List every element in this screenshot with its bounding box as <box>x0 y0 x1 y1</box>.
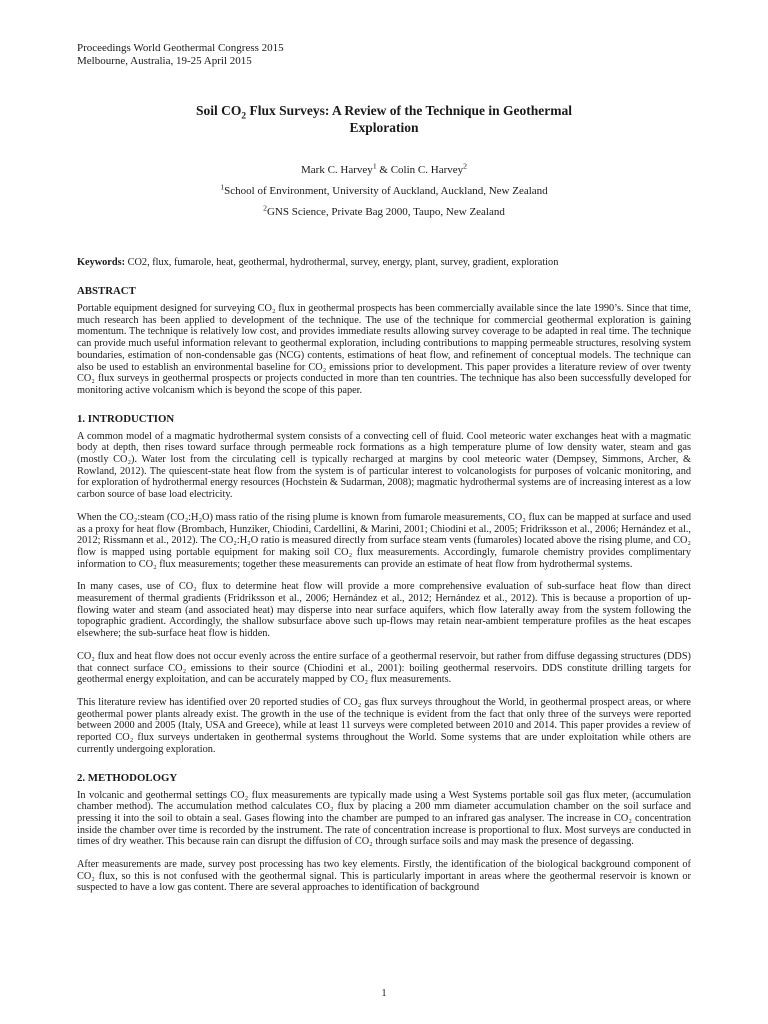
intro-paragraph-2: When the CO₂:steam (CO₂:H₂O) mass ratio of the rising plume is known from fumarole measurements, CO₂ flux can be mapped at surface and used as a proxy for heat flow (Brombach, Hunziker, Chiodini, Cardellini, & Marini, 2001; Chiodini et al., 2005; Fridriksson et al., 2006; Hernández et al., 2012; Rissmann et al., 2012). The CO₂:H₂O ratio is measured directly from surface steam vents (fumaroles) located above the rising plume, and CO₂ flow is mapped using portable equipment for making soil CO₂ flux measurements. Accordingly, fumarole chemistry provides complimentary information to CO₂ flux measurements; together these measurements can provide an estimate of heat flow from hydrothermal systems. <box>77 511 691 570</box>
title-line-2: Exploration <box>349 120 419 135</box>
author-1: Mark C. Harvey <box>301 164 373 176</box>
keywords <box>77 257 691 269</box>
conference-name: Proceedings World Geothermal Congress 2015 <box>77 42 284 54</box>
intro-paragraph-3: In many cases, use of CO₂ flux to determine heat flow will provide a more comprehensive evaluation of sub-surface heat flow than direct measurement of thermal gradients (Fridriksson et al., 2006; Hernández et al., 2012; Hernández et al., 2012). This is because a proportion of up-flowing water and steam (and associated heat) may disperse into near surface aquifers, which flow laterally away from the system following the topographic gradient. Accordingly, the shallow subsurface above such up-flows may retain near-ambient temperature profiles as the heat escapes elsewhere; the sub-surface heat flow is hidden. <box>77 581 691 640</box>
title-line-1: Soil $CO_2$ Flux Surveys: A Review of the Technique in Geothermal <box>196 103 572 122</box>
abstract-heading: ABSTRACT <box>77 285 136 297</box>
keywords-label: Keywords: <box>77 257 126 268</box>
intro-paragraph-4: CO₂ flux and heat flow does not occur evenly across the entire surface of a geothermal reservoir, but rather from diffuse degassing structures (DDS) that connect surface CO₂ emissions to their source (Chiodini et al., 2001): boiling geothermal reservoirs. DDS constitute drilling targets for geothermal energy exploitation, and can be accurately mapped by CO₂ flux measurements. <box>77 650 691 686</box>
keywords-text: CO2, flux, fumarole, heat, geothermal, hydrothermal, survey, energy, plant, survey, gradient, exploration <box>125 257 559 268</box>
introduction-heading: 1. INTRODUCTION <box>77 412 175 425</box>
page-number: 1 <box>381 988 387 999</box>
affiliation-2: $^2$GNS Science, Private Bag 2000, Taupo, New Zealand <box>263 203 505 218</box>
conference-location: Melbourne, Australia, 19-25 April 2015 <box>77 55 252 67</box>
author-list: Mark C. Harvey$^1$ & Colin C. Harvey$^2$ <box>301 161 467 176</box>
paper-title <box>77 102 691 136</box>
methodology-paragraph-1: In volcanic and geothermal settings CO₂ flux measurements are typically made using a West Systems portable soil gas flux meter, (accumulation chamber method). The accumulation method calculates CO₂ flux by placing a 200 mm diameter accumulation chamber on the soil surface and pressing it into the soil to obtain a seal. Gases flowing into the chamber are pumped to an infrared gas analyser. The increase in CO₂ concentration inside the chamber over time is recorded by the instrument. The rate of concentration increase is proportional to flux. Most surveys are conducted in times of dry weather. This because rain can disrupt the diffusion of CO₂ through surface soils and may mask the presence of degassing. <box>77 789 691 848</box>
author-2: Colin C. Harvey <box>390 164 464 176</box>
methodology-heading: 2. METHODOLOGY <box>77 771 178 784</box>
affiliation-1: $^1$School of Environment, University of Auckland, Auckland, New Zealand <box>220 182 548 197</box>
proceedings-header <box>77 42 691 68</box>
abstract-paragraph: Portable equipment designed for surveying CO₂ flux in geothermal prospects has been commercially available since the late 1990’s. Since that time, much research has been applied to development of the technique. The use of the technique for commercial geothermal exploration is gaining momentum. The technique is relatively low cost, and provides immediate results allowing survey coverage to be adapted in real time. The technique can provide much useful information relevant to geothermal exploration, including contributions to mapping permeable structures, resolving system boundaries, estimation of non-condensable gas (NCG) contents, estimations of heat flow, and refinement of conceptual models. The technique can also be used to establish an environmental baseline for CO₂ emissions prior to development. This paper provides a literature review of over twenty CO₂ flux surveys in geothermal prospects or projects conducted in more than ten countries. The technique has also been successfully developed for monitoring active volcanism which is beyond the scope of this paper. <box>77 303 691 396</box>
methodology-paragraph-2: After measurements are made, survey post processing has two key elements. Firstly, the identification of the biological background component of CO₂ flux, so this is not confused with the geothermal signal. This is particularly important in areas where the geothermal reservoir is known or suspected to have a low gas content. There are several approaches to identification of background <box>77 859 691 894</box>
intro-paragraph-5: This literature review has identified over 20 reported studies of CO₂ gas flux surveys throughout the World, in geothermal prospect areas, or where geothermal power plants already exist. The growth in the use of the technique is evident from the fact that only three of the surveys were reported between 2000 and 2005 (Italy, USA and Greece), while at least 11 surveys were completed between 2010 and 2014. This paper provides a review of reported CO₂ flux surveys undertaken in geothermal systems throughout the World. Some systems that are under exploitation while others are currently undergoing exploration. <box>77 696 691 755</box>
intro-paragraph-1: A common model of a magmatic hydrothermal system consists of a convecting cell of fluid. Cool meteoric water exchanges heat with a magmatic body at depth, then rises toward surface through permeable rock formations as a high temperature plume of low density water, steam and gas (mostly CO₂). Water lost from the circulating cell is typically recharged at margins by cool meteoric water (Dempsey, Simmons, Archer, & Rowland, 2012). The quiescent-state heat flow from the system is of particular interest to volcanologists for purposes of volcanic monitoring, and for exploration of hydrothermal energy resources (Hochstein & Sudarman, 2008); magmatic hydrothermal systems are of increasing interest as a low carbon source of base load electricity. <box>77 430 692 501</box>
